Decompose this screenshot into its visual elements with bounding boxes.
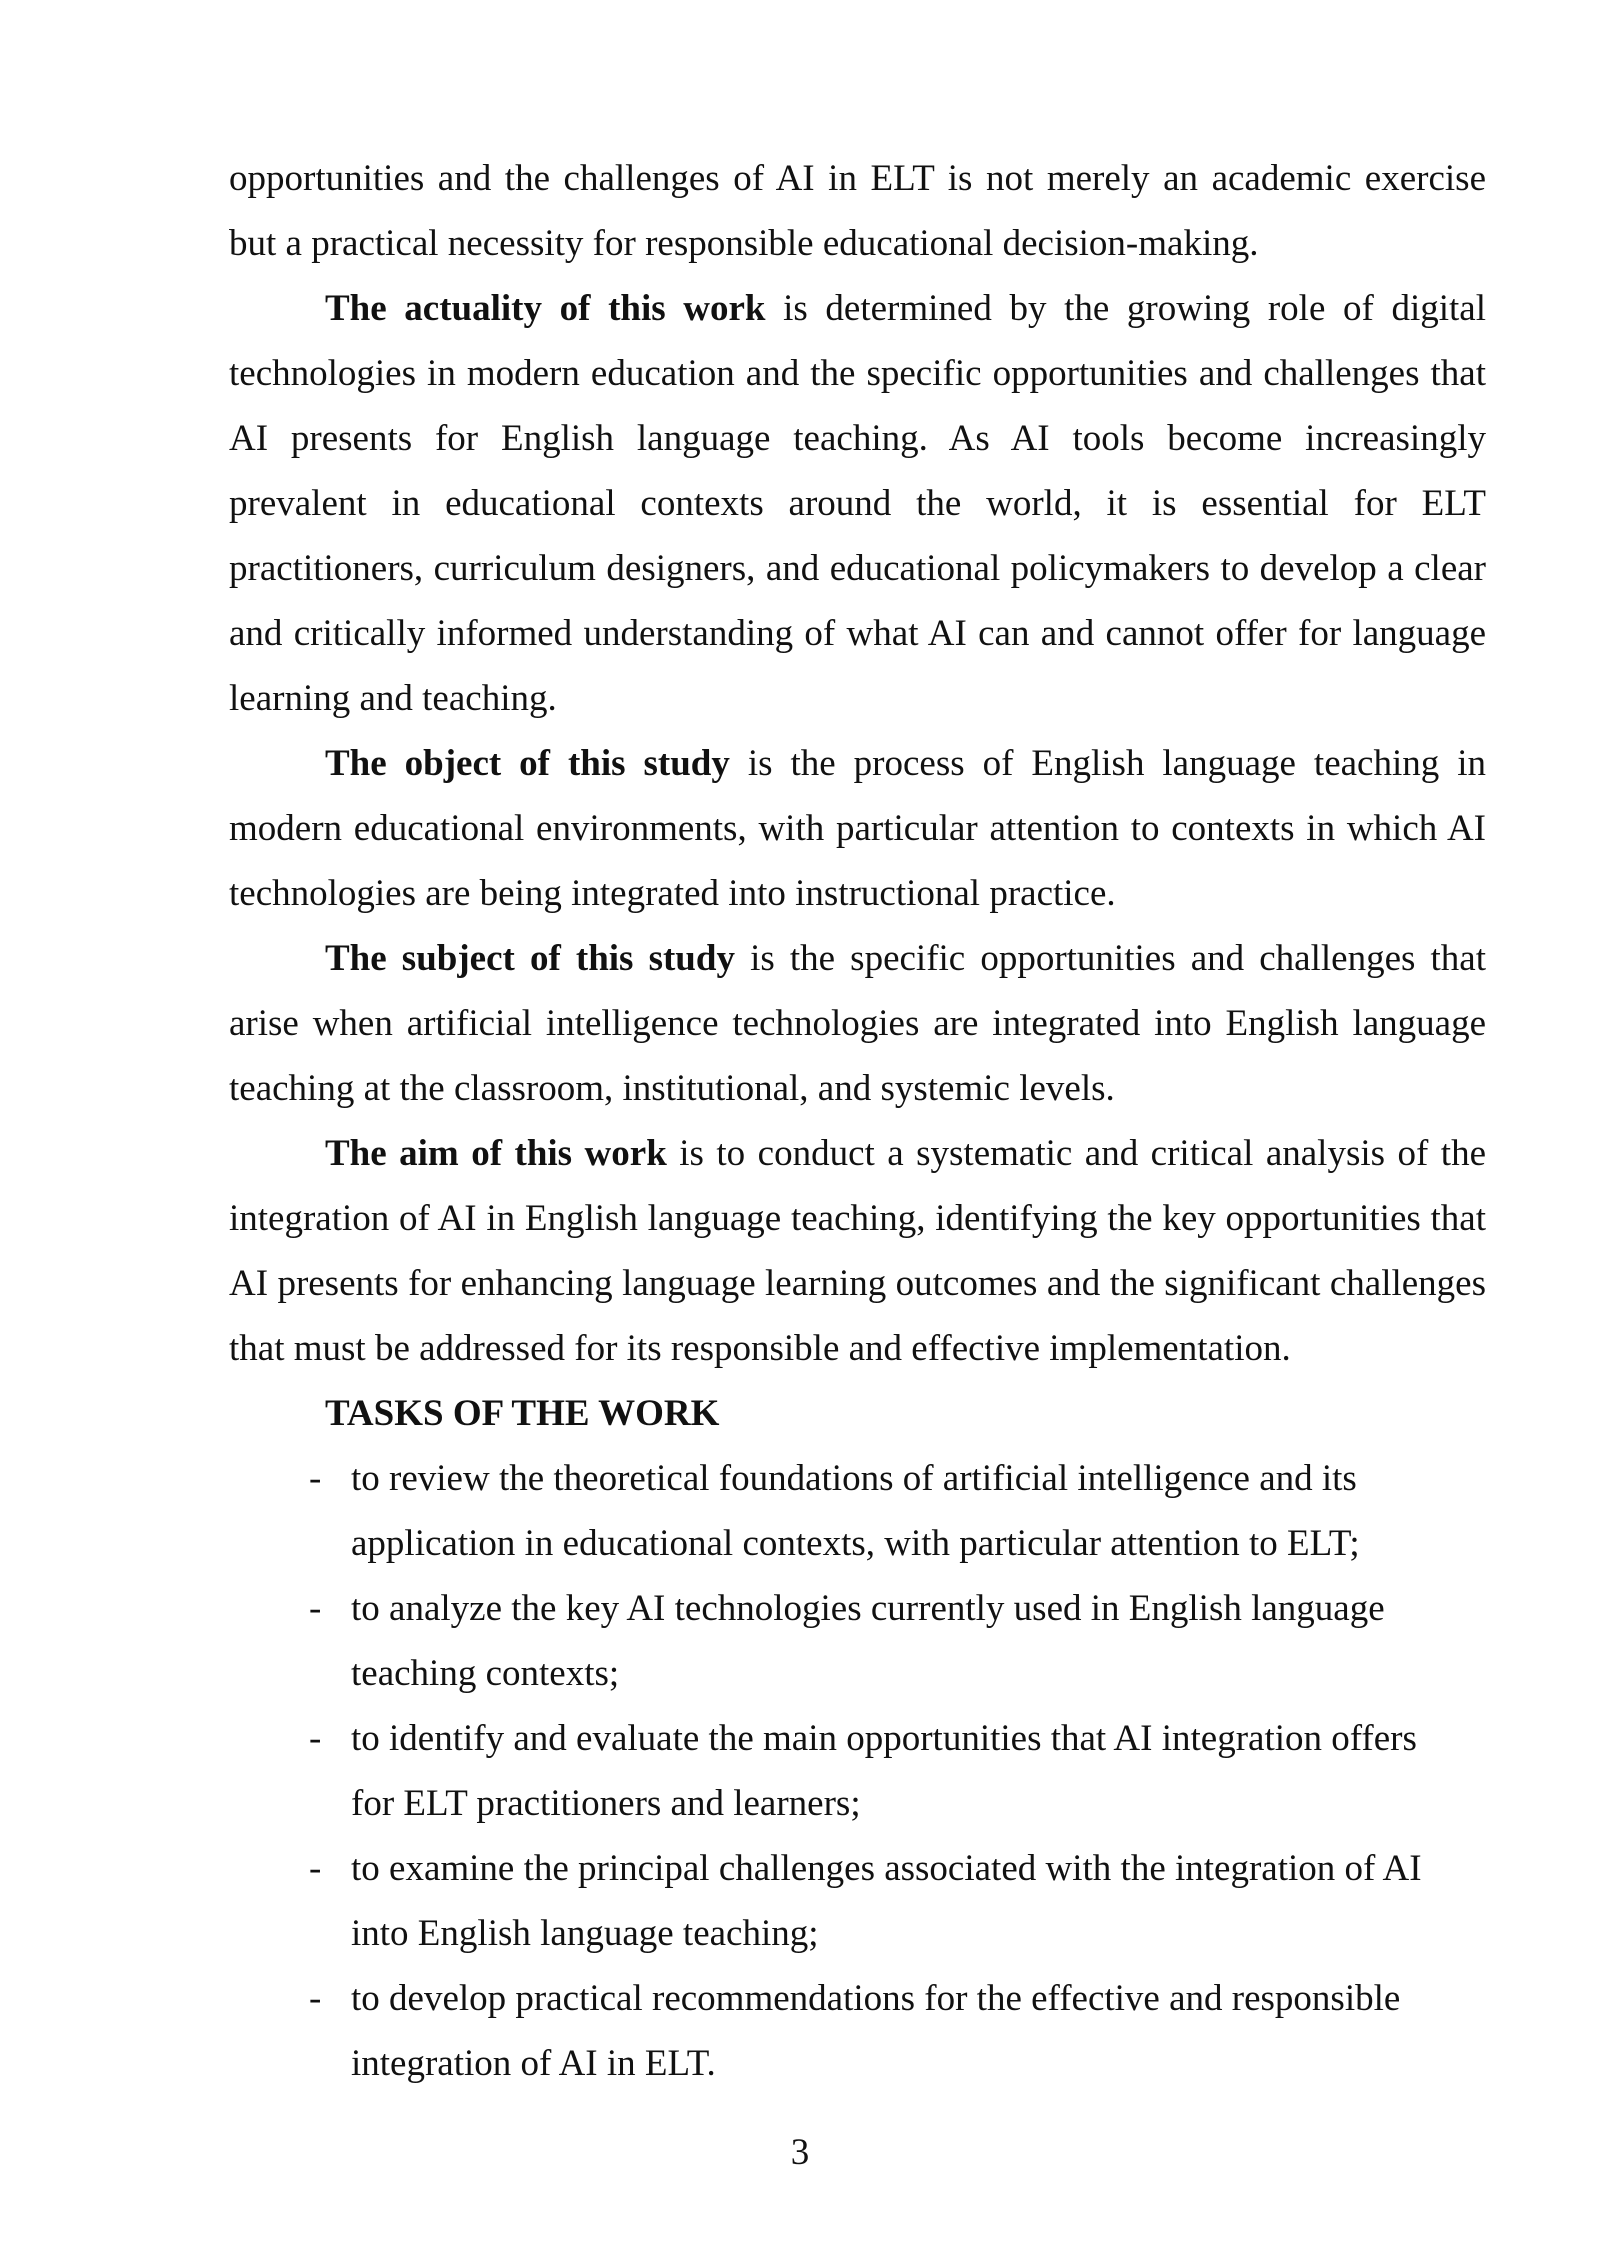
- page-body: [229, 146, 1486, 2096]
- task-bullet: -: [309, 1848, 322, 1889]
- task-text: to review the theoretical foundations of artificial intelligence and its application in educational contexts, with particular attention to ELT;: [351, 1458, 1360, 1564]
- task-bullet: -: [309, 1588, 322, 1629]
- task-text: to develop practical recommendations for the effective and responsible integration of AI in ELT.: [351, 1978, 1401, 2084]
- subject-text: is the specific opportunities and challenges that arise when artificial intelligence technologies are integrated into English language teaching at the classroom, institutional, and systemic levels.: [229, 938, 1486, 1109]
- task-text: to analyze the key AI technologies currently used in English language teaching contexts;: [351, 1588, 1385, 1694]
- task-item: [229, 1966, 1486, 2096]
- task-bullet: -: [309, 1458, 322, 1499]
- task-text: to examine the principal challenges associated with the integration of AI into English language teaching;: [351, 1848, 1422, 1954]
- object-text: is the process of English language teaching in modern educational environments, with particular attention to contexts in which AI technologies are being integrated into instructional practice.: [229, 743, 1486, 914]
- subject-paragraph: [229, 926, 1486, 1121]
- subject-lead: The subject of this study: [325, 938, 735, 979]
- task-bullet: -: [309, 1718, 322, 1759]
- task-item: [229, 1446, 1486, 1576]
- actuality-text: is determined by the growing role of digital technologies in modern education and the specific opportunities and challenges that AI presents for English language teaching. As AI tools become increasingly prevalent in educational contexts around the world, it is essential for ELT practitioners, curriculum designers, and educational policymakers to develop a clear and critically informed understanding of what AI can and cannot offer for language learning and teaching.: [229, 288, 1486, 719]
- object-paragraph: [229, 731, 1486, 926]
- task-item: [229, 1706, 1486, 1836]
- intro-continuation-paragraph: opportunities and the challenges of AI in ELT is not merely an academic exercise but a practical necessity for responsible educational decision-making.: [229, 158, 1486, 264]
- page-number: 3: [790, 2132, 810, 2173]
- tasks-list: [229, 1446, 1486, 2096]
- object-lead: The object of this study: [325, 743, 730, 784]
- task-item: [229, 1836, 1486, 1966]
- actuality-lead: The actuality of this work: [325, 288, 766, 329]
- aim-lead: The aim of this work: [325, 1133, 667, 1174]
- aim-paragraph: [229, 1121, 1486, 1381]
- task-bullet: -: [309, 1978, 322, 2019]
- tasks-heading: TASKS OF THE WORK: [325, 1393, 720, 1434]
- task-text: to identify and evaluate the main opportunities that AI integration offers for ELT practitioners and learners;: [351, 1718, 1417, 1824]
- aim-text: is to conduct a systematic and critical analysis of the integration of AI in English language teaching, identifying the key opportunities that AI presents for enhancing language learning outcomes and the significant challenges that must be addressed for its responsible and effective implementation.: [229, 1133, 1487, 1369]
- actuality-paragraph: [229, 276, 1486, 731]
- task-item: [229, 1576, 1486, 1706]
